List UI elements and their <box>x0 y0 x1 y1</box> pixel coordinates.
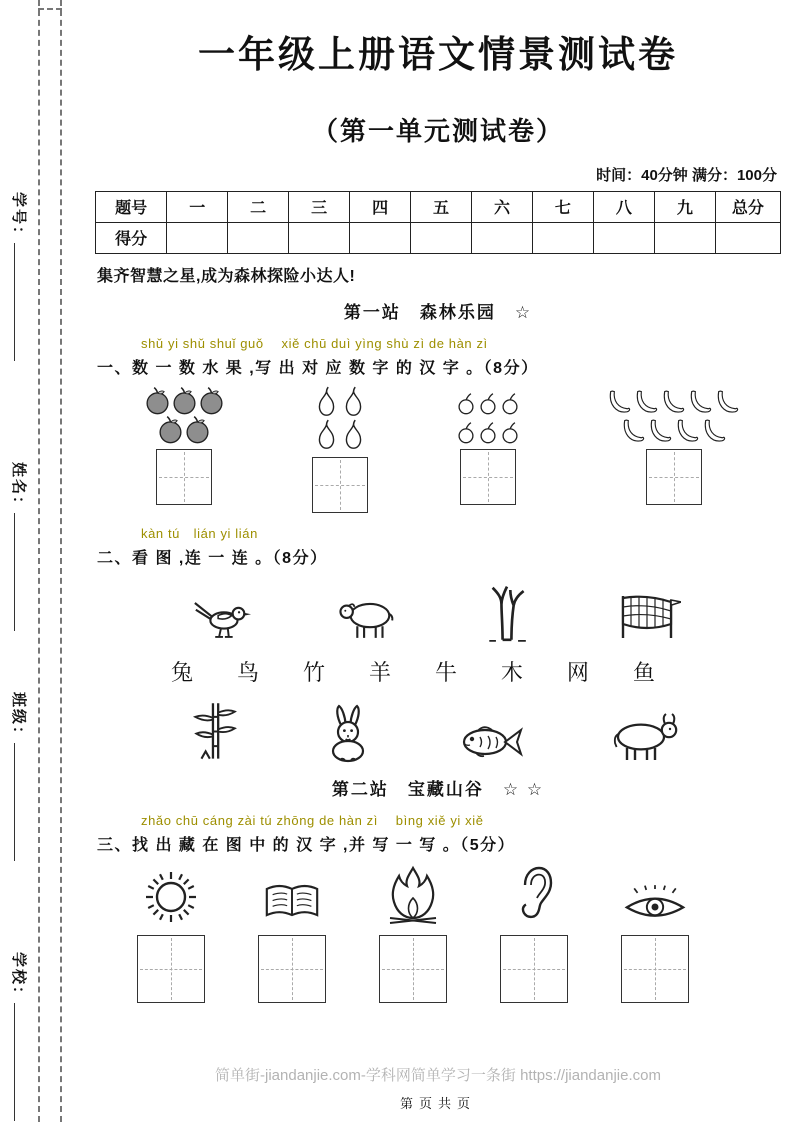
pear-icon <box>313 419 340 452</box>
station2-title: 第二站 宝藏山谷 ☆ ☆ <box>331 779 545 799</box>
student-id-blank[interactable] <box>14 243 29 361</box>
school-label <box>9 952 30 1121</box>
match-char-yu[interactable]: 鱼 <box>632 659 655 685</box>
banana-icon <box>633 389 660 415</box>
banana-icon <box>606 389 633 415</box>
find-item-fire <box>379 865 447 1003</box>
fire-icon <box>386 865 440 925</box>
col-q2: 二 <box>228 191 289 222</box>
q2-top-images <box>191 580 681 642</box>
find-item-sun <box>137 869 205 1003</box>
score-cell-total[interactable] <box>715 222 780 253</box>
page-subtitle: （第一单元测试卷） <box>311 115 564 146</box>
banana-icon <box>674 418 701 444</box>
sheep-icon <box>336 595 398 642</box>
pear-icon <box>313 386 340 419</box>
score-cell-1[interactable] <box>167 222 228 253</box>
q3-answer-grid-2[interactable] <box>258 935 326 1003</box>
eye-icon <box>622 884 688 925</box>
q3-pinyin: zhǎo chū cáng zài tú zhōng de hàn zì bìng xiě yi xiě <box>141 812 484 828</box>
apple-icon <box>184 415 211 444</box>
bananas-cluster <box>603 386 745 444</box>
q1-answer-grid-2[interactable] <box>312 457 368 513</box>
find-item-ear <box>500 865 568 1003</box>
sheep-image[interactable] <box>336 595 398 642</box>
station1-title: 第一站 森林乐园 ☆ <box>343 302 533 322</box>
page-title: 一年级上册语文情景测试卷 <box>198 34 678 75</box>
match-char-wang[interactable]: 网 <box>566 659 589 685</box>
class-text: 班级： <box>10 692 27 744</box>
class-blank[interactable] <box>14 743 29 861</box>
fruit-group-cherries <box>454 386 522 505</box>
score-cell-8[interactable] <box>593 222 654 253</box>
match-char-niu[interactable]: 牛 <box>434 659 457 685</box>
q1-answer-grid-4[interactable] <box>646 449 702 505</box>
wood-image[interactable] <box>482 580 532 642</box>
q2-text: 二、看 图 ,连 一 连 。（8分） <box>97 549 328 567</box>
pear-icon <box>340 419 367 452</box>
student-id-text: 学号： <box>10 192 27 244</box>
student-name-label <box>9 462 30 631</box>
bird-image[interactable] <box>191 595 253 642</box>
watermark-footer: 简单街-jiandanjie.com-学科网简单学习一条街 https://jiandanjie.com <box>215 1067 661 1084</box>
q3-items <box>137 865 689 1003</box>
banana-icon <box>647 418 674 444</box>
pear-icon <box>340 386 367 419</box>
fruit-group-pears <box>308 386 372 513</box>
student-id-label <box>9 192 30 361</box>
match-char-tu[interactable]: 兔 <box>171 659 194 685</box>
q1-pinyin: shǔ yi shǔ shuǐ guǒ xiě chū duì yìng shù zì de hàn zì <box>141 335 488 351</box>
col-q6: 六 <box>472 191 533 222</box>
sun-icon <box>143 869 199 925</box>
col-total: 总分 <box>715 191 780 222</box>
paper-content <box>95 0 781 1122</box>
rabbit-icon <box>322 703 374 763</box>
q3-answer-grid-5[interactable] <box>621 935 689 1003</box>
net-image[interactable] <box>615 590 681 642</box>
wood-icon <box>482 580 532 642</box>
page-number: 第页共页 <box>399 1096 476 1111</box>
banana-icon <box>687 389 714 415</box>
q1-text: 一、数 一 数 水 果 ,写 出 对 应 数 字 的 汉 字 。（8分） <box>97 359 539 377</box>
q1-answer-grid-1[interactable] <box>156 449 212 505</box>
bird-icon <box>191 595 253 642</box>
match-char-zhu[interactable]: 竹 <box>302 659 325 685</box>
q2-bottom-images <box>191 700 681 763</box>
score-cell-4[interactable] <box>350 222 411 253</box>
q1-fruit-groups <box>141 386 745 513</box>
col-q9: 九 <box>654 191 715 222</box>
match-char-yang[interactable]: 羊 <box>368 659 391 685</box>
seal-dashed-line-inner <box>60 0 62 1122</box>
q1-answer-grid-3[interactable] <box>460 449 516 505</box>
apple-icon <box>171 386 198 415</box>
apple-icon <box>144 386 171 415</box>
score-table <box>95 191 781 254</box>
cherry-icon <box>499 392 521 415</box>
class-label <box>9 692 30 861</box>
banana-icon <box>714 389 741 415</box>
col-q8: 八 <box>593 191 654 222</box>
score-cell-7[interactable] <box>532 222 593 253</box>
score-label: 得分 <box>96 222 167 253</box>
banana-icon <box>660 389 687 415</box>
col-q5: 五 <box>411 191 472 222</box>
score-cell-6[interactable] <box>472 222 533 253</box>
ear-icon <box>514 865 554 925</box>
student-name-blank[interactable] <box>14 513 29 631</box>
find-item-book <box>258 878 326 1003</box>
apple-icon <box>198 386 225 415</box>
student-name-text: 姓名： <box>10 462 27 514</box>
rabbit-image[interactable] <box>322 703 374 763</box>
cherry-icon <box>455 392 477 415</box>
fish-icon <box>458 719 526 763</box>
cherry-icon <box>455 421 477 444</box>
score-cell-3[interactable] <box>289 222 350 253</box>
cherry-icon <box>477 421 499 444</box>
seal-dashed-line-outer <box>38 0 40 1122</box>
cherry-icon <box>499 421 521 444</box>
seal-dashed-line-top <box>38 8 62 10</box>
ox-icon <box>611 711 681 763</box>
q3-answer-grid-4[interactable] <box>500 935 568 1003</box>
school-text: 学校： <box>10 952 27 1004</box>
q2-pinyin: kàn tú lián yi lián <box>141 525 258 541</box>
q3-answer-grid-1[interactable] <box>137 935 205 1003</box>
fish-image[interactable] <box>458 719 526 763</box>
net-icon <box>615 590 681 642</box>
col-q4: 四 <box>350 191 411 222</box>
ox-image[interactable] <box>611 711 681 763</box>
score-cell-2[interactable] <box>228 222 289 253</box>
book-icon <box>261 878 323 925</box>
pears-cluster <box>308 386 372 452</box>
col-q7: 七 <box>532 191 593 222</box>
find-item-eye <box>621 884 689 1003</box>
q3-text: 三、找 出 藏 在 图 中 的 汉 字 ,并 写 一 写 。（5分） <box>97 836 516 854</box>
banana-icon <box>701 418 728 444</box>
q2-characters <box>171 659 655 685</box>
fruit-group-bananas <box>603 386 745 505</box>
score-table-score-row <box>96 222 781 253</box>
match-char-mu[interactable]: 木 <box>500 659 523 685</box>
q3-answer-grid-3[interactable] <box>379 935 447 1003</box>
cherries-cluster <box>454 386 522 444</box>
cherry-icon <box>477 392 499 415</box>
apples-cluster <box>141 386 227 444</box>
bamboo-image[interactable] <box>191 700 237 763</box>
fruit-group-apples <box>141 386 227 505</box>
bamboo-icon <box>191 700 237 763</box>
score-cell-9[interactable] <box>654 222 715 253</box>
score-table-header-row <box>96 191 781 222</box>
col-q3: 三 <box>289 191 350 222</box>
motto-text: 集齐智慧之星,成为森林探险小达人! <box>97 267 356 285</box>
school-blank[interactable] <box>14 1003 29 1121</box>
col-q1: 一 <box>167 191 228 222</box>
score-cell-5[interactable] <box>411 222 472 253</box>
time-info: 时间：40分钟 满分：100分 <box>596 166 777 184</box>
apple-icon <box>157 415 184 444</box>
match-char-niao[interactable]: 鸟 <box>236 659 259 685</box>
banana-icon <box>620 418 647 444</box>
question-number-label: 题号 <box>96 191 167 222</box>
